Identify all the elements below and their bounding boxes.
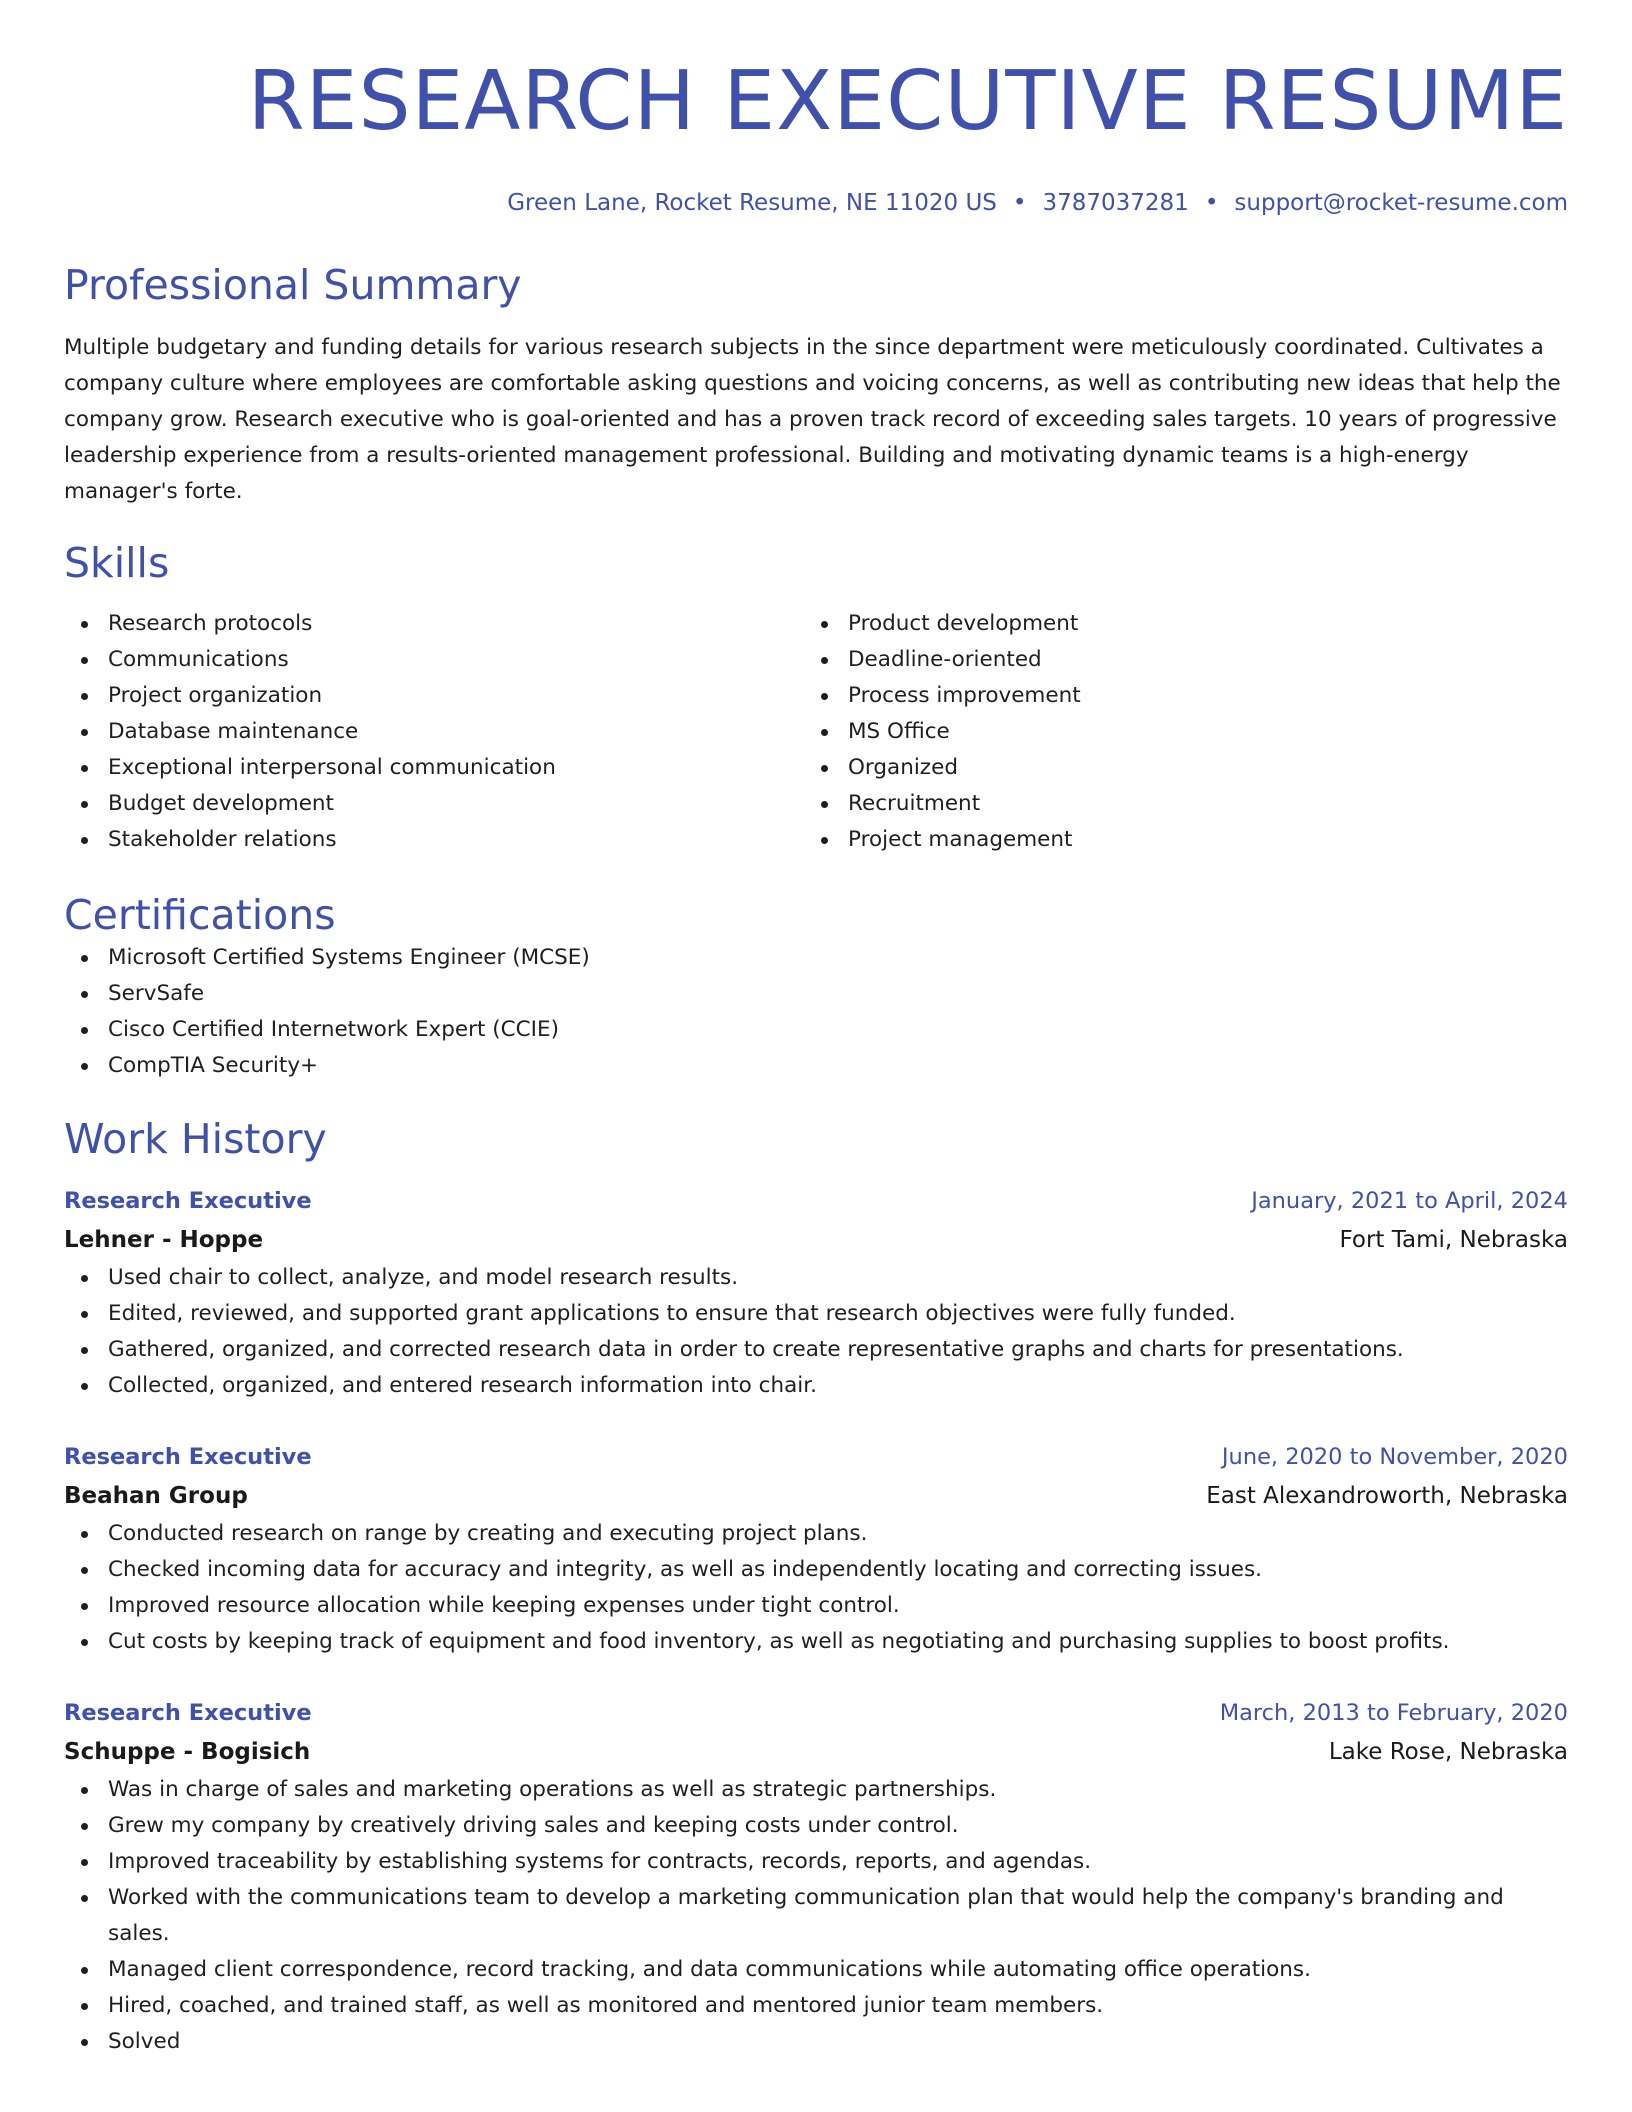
certification-item: Cisco Certified Internetwork Expert (CCIE): [108, 1012, 1568, 1048]
contact-separator: •: [1204, 190, 1219, 216]
job-bullet: Gathered, organized, and corrected research data in order to create representative graphs and charts for presentations.: [108, 1332, 1568, 1368]
job-bullet: Grew my company by creatively driving sales and keeping costs under control.: [108, 1808, 1568, 1844]
certification-item: CompTIA Security+: [108, 1048, 1568, 1084]
job-bullet: Was in charge of sales and marketing operations as well as strategic partnerships.: [108, 1772, 1568, 1808]
job-bullet: Improved resource allocation while keeping expenses under tight control.: [108, 1588, 1568, 1624]
job-company: Schuppe - Bogisich: [64, 1739, 311, 1765]
skill-item: Database maintenance: [108, 714, 804, 750]
certification-item: Microsoft Certified Systems Engineer (MCSE): [108, 940, 1568, 976]
job-title-row: [64, 1438, 1568, 1476]
contact-email[interactable]: support@rocket-resume.com: [1234, 190, 1568, 216]
job-bullet: Used chair to collect, analyze, and model research results.: [108, 1260, 1568, 1296]
job-location: Lake Rose, Nebraska: [1328, 1739, 1568, 1765]
job-dates: March, 2013 to February, 2020: [1219, 1700, 1568, 1726]
skill-item: Project management: [848, 822, 1568, 858]
skill-item: Project organization: [108, 678, 804, 714]
job-company: Beahan Group: [64, 1483, 248, 1509]
job-bullet: Managed client correspondence, record tracking, and data communications while automating office operations.: [108, 1952, 1568, 1988]
skills-list-left: [64, 606, 804, 858]
job-bullet: Edited, reviewed, and supported grant applications to ensure that research objectives were fully funded.: [108, 1296, 1568, 1332]
contact-phone: 3787037281: [1042, 190, 1189, 216]
contact-address: Green Lane, Rocket Resume, NE 11020 US: [507, 190, 997, 216]
certifications-list: [64, 940, 1568, 1084]
job-bullet: Cut costs by keeping track of equipment and food inventory, as well as negotiating and purchasing supplies to boost profits.: [108, 1624, 1568, 1660]
job-title: Research Executive: [64, 1188, 312, 1214]
work-history-heading: Work History: [64, 1115, 327, 1163]
job-bullets: [64, 1516, 1568, 1660]
skill-item: Exceptional interpersonal communication: [108, 750, 804, 786]
skill-item: Research protocols: [108, 606, 804, 642]
skill-item: MS Office: [848, 714, 1568, 750]
contact-line: [64, 188, 1568, 218]
job-entry: [64, 1694, 1568, 2060]
skill-item: Product development: [848, 606, 1568, 642]
job-bullet: Collected, organized, and entered research information into chair.: [108, 1368, 1568, 1404]
resume-header: [64, 0, 1568, 218]
job-location: Fort Tami, Nebraska: [1339, 1227, 1568, 1253]
skill-item: Organized: [848, 750, 1568, 786]
job-company-row: [64, 1220, 1568, 1260]
job-company-row: [64, 1476, 1568, 1516]
job-title-row: [64, 1182, 1568, 1220]
job-bullet: Conducted research on range by creating and executing project plans.: [108, 1516, 1568, 1552]
job-title: Research Executive: [64, 1700, 312, 1726]
job-bullet: Hired, coached, and trained staff, as well as monitored and mentored junior team members.: [108, 1988, 1568, 2024]
job-title: Research Executive: [64, 1444, 312, 1470]
job-bullet: Worked with the communications team to develop a marketing communication plan that would help the company's branding and sales.: [108, 1880, 1568, 1952]
job-bullets: [64, 1772, 1568, 2060]
certifications-heading: Certifications: [64, 891, 336, 939]
certification-item: ServSafe: [108, 976, 1568, 1012]
contact-separator: •: [1012, 190, 1027, 216]
skill-item: Recruitment: [848, 786, 1568, 822]
skill-item: Process improvement: [848, 678, 1568, 714]
skills-grid: [64, 606, 1568, 858]
summary-heading: Professional Summary: [64, 261, 522, 309]
job-company: Lehner - Hoppe: [64, 1227, 264, 1253]
job-title-row: [64, 1694, 1568, 1732]
skills-heading: Skills: [64, 539, 170, 587]
job-bullet: Checked incoming data for accuracy and integrity, as well as independently locating and correcting issues.: [108, 1552, 1568, 1588]
job-dates: January, 2021 to April, 2024: [1251, 1188, 1568, 1214]
job-bullet: Solved: [108, 2024, 1568, 2060]
summary-text: Multiple budgetary and funding details for various research subjects in the since department were meticulously coordinated. Cultivates a company culture where employees are comfortable asking questions and voicing concerns, as well as contributing new ideas that help the company grow. Research executive who is goal-oriented and has a proven track record of exceeding sales targets. 10 years of progressive leadership experience from a results-oriented management professional. Building and motivating dynamic teams is a high-energy manager's forte.: [64, 335, 1561, 504]
skills-list-right: [804, 606, 1568, 858]
job-bullets: [64, 1260, 1568, 1404]
job-location: East Alexandroworth, Nebraska: [1206, 1483, 1568, 1509]
skill-item: Budget development: [108, 786, 804, 822]
job-entry: [64, 1438, 1568, 1660]
skill-item: Stakeholder relations: [108, 822, 804, 858]
job-dates: June, 2020 to November, 2020: [1221, 1444, 1568, 1470]
skill-item: Deadline-oriented: [848, 642, 1568, 678]
job-entry: [64, 1182, 1568, 1404]
skill-item: Communications: [108, 642, 804, 678]
job-company-row: [64, 1732, 1568, 1772]
job-bullet: Improved traceability by establishing systems for contracts, records, reports, and agendas.: [108, 1844, 1568, 1880]
resume-title: RESEARCH EXECUTIVE RESUME: [247, 54, 1568, 149]
